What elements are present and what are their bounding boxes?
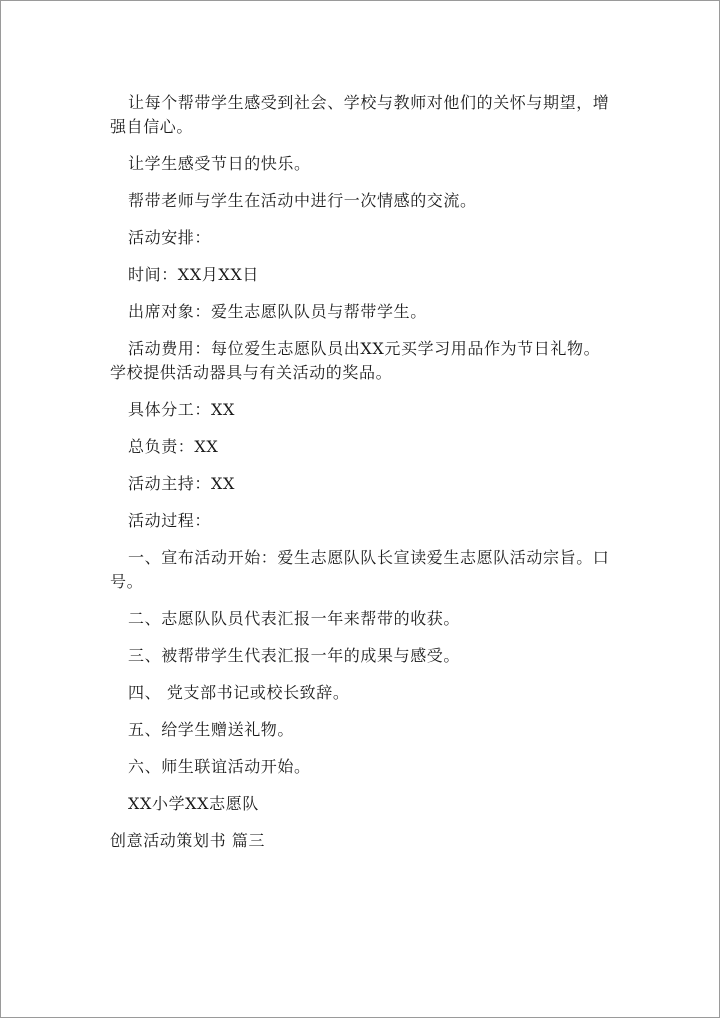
paragraph <box>110 337 620 385</box>
paragraph-line: 让每个帮带学生感受到社会、学校与教师对他们的关怀与期望，增 <box>128 93 610 112</box>
paragraph-line: 六、师生联谊活动开始。 <box>128 757 311 776</box>
paragraph-line: 号。 <box>110 572 144 591</box>
paragraph <box>110 300 620 324</box>
paragraph <box>110 472 620 496</box>
paragraph-line: 出席对象：爱生志愿队队员与帮带学生。 <box>128 302 427 321</box>
paragraph-line: 一、宣布活动开始：爱生志愿队队长宣读爱生志愿队活动宗旨。口 <box>128 548 610 567</box>
paragraph-line: 二、志愿队队员代表汇报一年来帮带的收获。 <box>128 609 461 628</box>
paragraph-line: 活动主持：XX <box>128 474 235 493</box>
paragraph <box>110 398 620 422</box>
paragraph-line: 活动费用：每位爱生志愿队员出XX元买学习用品作为节日礼物。 <box>128 339 601 358</box>
paragraph <box>110 435 620 459</box>
paragraph <box>110 91 620 139</box>
document-body <box>110 91 620 866</box>
paragraph-line: 活动过程： <box>128 511 212 530</box>
paragraph <box>110 829 620 853</box>
paragraph-line: 帮带老师与学生在活动中进行一次情感的交流。 <box>128 191 477 210</box>
paragraph <box>110 681 620 705</box>
paragraph-line: 学校提供活动器具与有关活动的奖品。 <box>110 363 393 382</box>
paragraph <box>110 546 620 594</box>
paragraph-line: 五、给学生赠送礼物。 <box>128 720 295 739</box>
paragraph <box>110 718 620 742</box>
paragraph-line: 时间：XX月XX日 <box>128 265 259 284</box>
paragraph <box>110 644 620 668</box>
paragraph-line: 活动安排： <box>128 228 212 247</box>
paragraph <box>110 152 620 176</box>
paragraph <box>110 226 620 250</box>
paragraph <box>110 792 620 816</box>
paragraph <box>110 607 620 631</box>
paragraph <box>110 509 620 533</box>
paragraph-line: 让学生感受节日的快乐。 <box>128 154 311 173</box>
paragraph-line: 具体分工：XX <box>128 400 235 419</box>
paragraph-line: 创意活动策划书 篇三 <box>110 831 266 850</box>
paragraph <box>110 755 620 779</box>
paragraph <box>110 189 620 213</box>
paragraph-line: 强自信心。 <box>110 117 194 136</box>
paragraph-line: 总负责：XX <box>128 437 219 456</box>
paragraph <box>110 263 620 287</box>
paragraph-line: XX小学XX志愿队 <box>128 794 259 813</box>
paragraph-line: 三、被帮带学生代表汇报一年的成果与感受。 <box>128 646 461 665</box>
paragraph-line: 四、 党支部书记或校长致辞。 <box>128 683 350 702</box>
